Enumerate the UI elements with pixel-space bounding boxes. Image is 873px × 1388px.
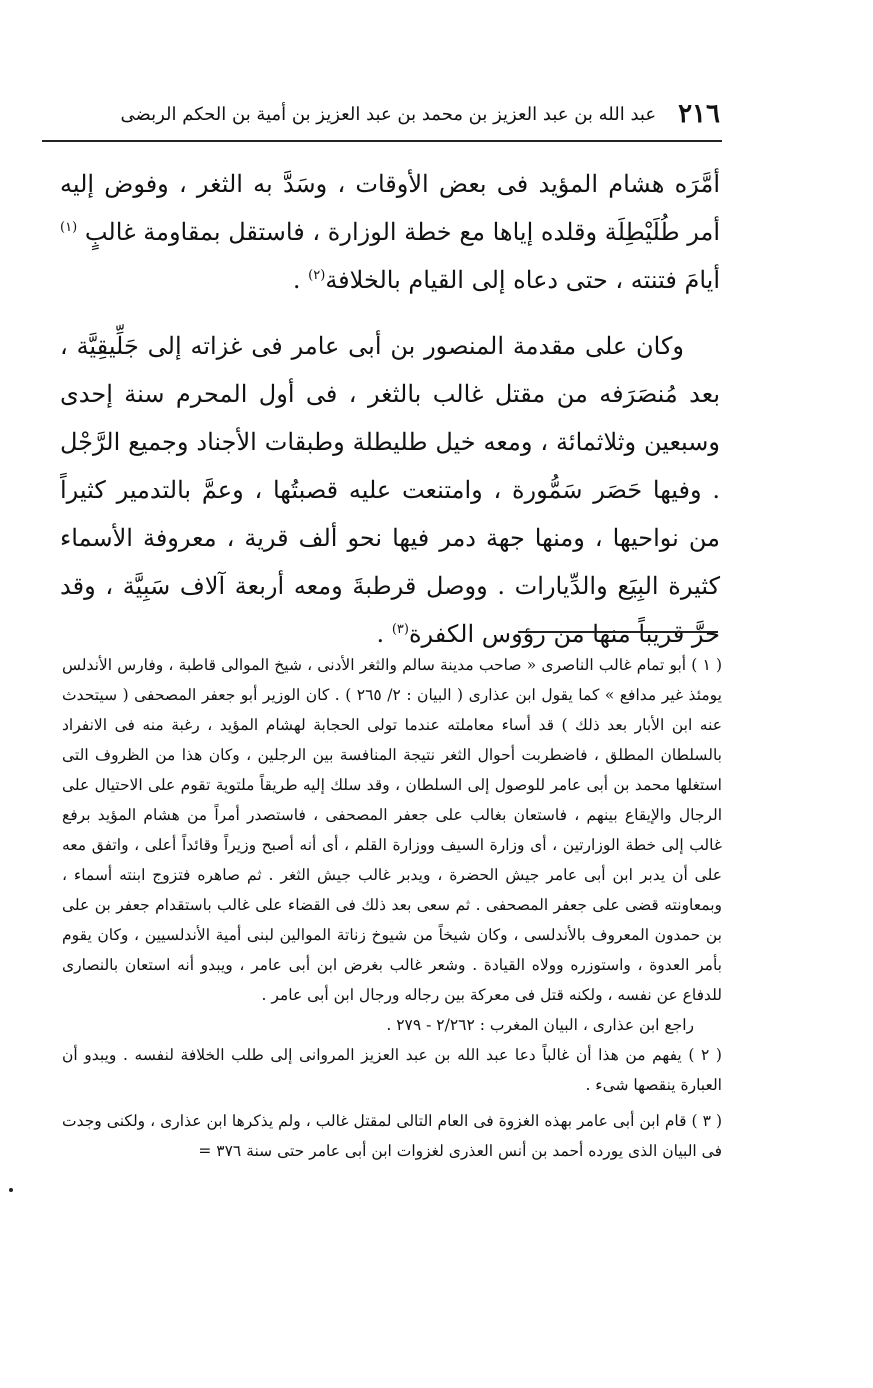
paragraph-text: . [292, 266, 301, 294]
running-title: عبد الله بن عبد العزيز بن محمد بن عبد العزيز بن أمية بن الحكم الربضى [120, 103, 657, 125]
footnote-ref: (٢) [308, 268, 326, 283]
paragraph [60, 322, 720, 658]
footnote-separator [518, 631, 718, 633]
header-rule [42, 140, 722, 142]
footnotes [62, 650, 722, 1166]
footnote-1-reference: راجع ابن عذارى ، البيان المغرب : ٢/٢٦٢ - ٢٧٩ . [386, 1016, 694, 1034]
footnote-1: ( ١ ) أبو تمام غالب الناصرى « صاحب مدينة سالم والثغر الأدنى ، شيخ الموالى قاطبة ، وفارس الأندلس يومئذ غير مدافع » كما يقول ابن عذارى ( البيان : ٢/ ٢٦٥ ) . كان الوزير أبو جعفر المصحفى ( سيتحدث عنه ابن الأبار بعد ذلك ) قد أساء معاملته عندما تولى الحجابة لهشام المؤيد ، رغبة منه فى الانفراد بالسلطان المطلق ، فاضطربت أحوال الثغر نتيجة المنافسة بين الرجلين ، وكان هذا من الظروف التى استغلها محمد بن أبى عامر للوصول إلى السلطان ، وقد سلك إليه طريقاً ملتوية تقوم على الاحتيال على الرجال والإيقاع بينهم ، فاستعان بغالب على جعفر المصحفى ، فاستصدر أمراً من هشام المؤيد برفع غالب إلى خطة الوزارتين ، أى وزارة السيف ووزارة القلم ، أى أنه أصبح وزيراً وقائداً أعلى ، واتفق معه على أن يدبر ابن أبى عامر جيش الحضرة ، ويدبر غالب جيش الثغر . ثم صاهره فتزوج ابنته أسماء ، وبمعاونته قضى على جعفر المصحفى . ثم سعى بعد ذلك فى القضاء على غالب باستقدام جعفر بن على بن حمدون المعروف بالأندلسى ، وكان شيخاً من شيوخ زناتة الموالين لبنى أمية الأندلسيين ، وكان يقوم بأمر العدوة ، واستوزره وولاه القيادة . وشعر غالب بغرض ابن أبى عامر ، ويبدو أنه استعان بالنصارى للدفاع عن نفسه ، ولكنه قتل فى معركة بين رجاله ورجال ابن أبى عامر . [62, 656, 722, 1004]
paragraph-text: أيامَ فتنته ، حتى دعاه إلى القيام بالخلافة [325, 266, 720, 294]
page-number: ٢١٦ [678, 99, 720, 129]
paragraph-text: وكان على مقدمة المنصور بن أبى عامر فى غزاته إلى جَلِّيقِيَّة ، بعد مُنصَرَفه من مقتل غالب بالثغر ، فى أول المحرم سنة إحدى وسبعين وثلاثمائة ، ومعه خيل طليطلة وطبقات الأجناد وجميع الرَّجْل . وفيها حَصَر سَمُّورة ، وامتنعت عليه قصبتُها ، وعمَّ بالتدمير كثيراً من نواحيها ، ومنها جهة دمر فيها نحو ألف قرية ، معروفة الأسماء كثيرة البِيَع والدِّيارات . ووصل قرطبةَ ومعه أربعة آلاف سَبِيَّة ، وقد حزَّ قريباً منها من رؤوس الكفرة [60, 332, 720, 648]
footnote-ref: (١) [60, 220, 78, 235]
footnote-ref: (٣) [391, 622, 409, 637]
page-header [60, 96, 720, 132]
footnote-2: ( ٢ ) يفهم من هذا أن غالباً دعا عبد الله بن عبد العزيز المروانى إلى طلب الخلافة لنفسه . ويبدو أن العبارة ينقصها شىء . [62, 1046, 722, 1094]
paragraph [60, 160, 720, 304]
footnote-3: ( ٣ ) قام ابن أبى عامر بهذه الغزوة فى العام التالى لمقتل غالب ، ولم يذكرها ابن عذارى ، ولكنى وجدت فى البيان الذى يورده أحمد بن أنس العذرى لغزوات ابن أبى عامر حتى سنة ٣٧٦ = [62, 1112, 722, 1160]
margin-mark [9, 1188, 13, 1192]
paragraph-text: . [376, 620, 385, 648]
main-text [60, 160, 720, 658]
paragraph-text: أمَّرَه هشام المؤيد فى بعض الأوقات ، وسَدَّ به الثغر ، وفوض إليه أمر طُلَيْطِلَة وقلده إياها مع خطة الوزارة ، فاستقل بمقاومة غالبٍ [60, 170, 721, 246]
